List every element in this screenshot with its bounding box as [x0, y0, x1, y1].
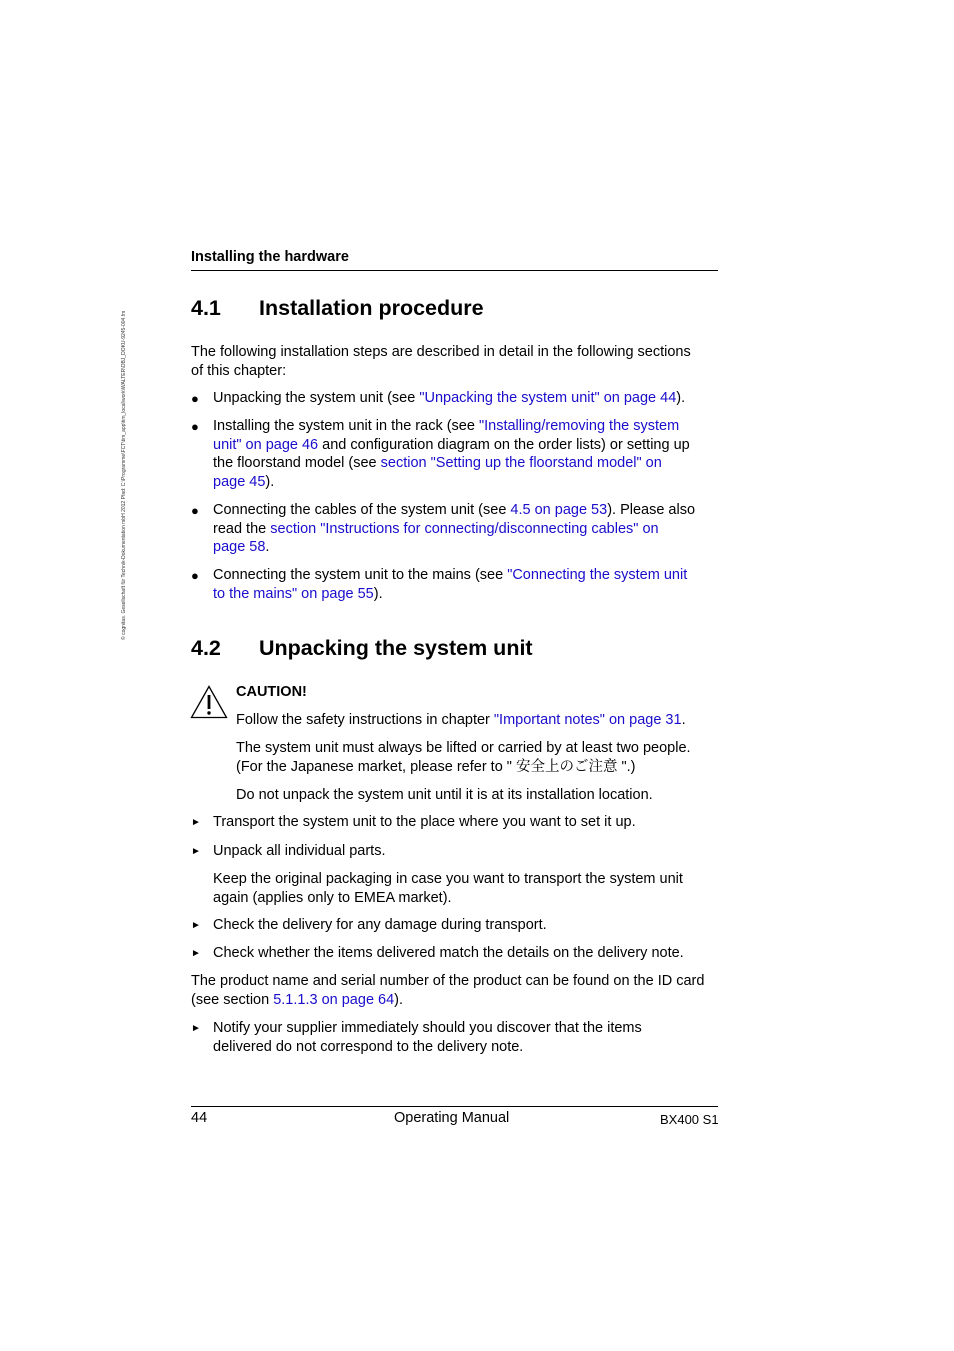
bullet-icon: ● — [191, 391, 199, 406]
section-heading-4-2 — [191, 636, 533, 661]
running-header: Installing the hardware — [191, 249, 349, 265]
intro-paragraph — [191, 343, 691, 380]
caution-title: CAUTION! — [236, 684, 307, 700]
step-item: Transport the system unit to the place where you want to set it up. — [213, 814, 636, 830]
section-heading-4-1 — [191, 296, 484, 321]
link-unpacking[interactable]: "Unpacking the system unit" on page 44 — [419, 390, 677, 406]
link-cables[interactable]: page 58 — [213, 539, 266, 555]
arrow-icon: ► — [191, 817, 201, 828]
link-mains[interactable]: to the mains" on page 55 — [213, 585, 374, 602]
section-title: Unpacking the system unit — [259, 636, 533, 660]
arrow-icon: ► — [191, 1023, 201, 1034]
step-item: Check the delivery for any damage during transport. — [213, 917, 547, 933]
link-mains[interactable]: "Connecting the system unit — [507, 567, 688, 583]
arrow-icon: ► — [191, 948, 201, 959]
link-installing-removing[interactable]: "Installing/removing the system — [478, 418, 680, 434]
link-section-5-1-1-3[interactable]: 5.1.1.3 on page 64 — [273, 991, 395, 1008]
caution-paragraph: The system unit must always be lifted or carried by at least two people. (For the Japanese market, please refer to " 安全上のご注意 ".) — [236, 740, 691, 775]
link-important-notes[interactable]: "Important notes" on page 31 — [493, 712, 682, 728]
arrow-icon: ► — [191, 920, 201, 931]
step-note: Keep the original packaging in case you want to transport the system unit again (applies only to EMEA market). — [213, 871, 683, 906]
intro-line: The following installation steps are described in detail in the following sections — [191, 344, 691, 360]
section-number: 4.2 — [191, 636, 221, 660]
list-item: Installing the system unit in the rack (see "Installing/removing the system unit" on page 46 and configuration diagram on the order lists) or setting up the floorstand model (see section "Setting up the floorstand model" on page 45). — [213, 418, 690, 490]
bullet-icon: ● — [191, 568, 199, 583]
footer-manual-title: Operating Manual — [394, 1110, 510, 1126]
intro-line: of this chapter: — [191, 362, 287, 379]
list-item: Connecting the system unit to the mains (see "Connecting the system unit to the mains" on page 55). — [213, 567, 688, 602]
arrow-icon: ► — [191, 846, 201, 857]
section-number: 4.1 — [191, 296, 221, 320]
list-item: Unpacking the system unit (see "Unpacking the system unit" on page 44). — [213, 390, 686, 406]
list-item: Connecting the cables of the system unit (see 4.5 on page 53). Please also read the section "Instructions for connecting/disconnecting cables" on page 58. — [213, 502, 696, 555]
header-rule — [191, 270, 718, 271]
bullet-icon: ● — [191, 503, 199, 518]
footer-model: BX400 S1 — [660, 1112, 719, 1127]
link-section-4-5[interactable]: 4.5 on page 53 — [510, 502, 608, 518]
link-cables[interactable]: section "Instructions for connecting/disconnecting cables" on — [270, 520, 659, 537]
margin-file-path: © cognitas. Gesellschaft für Technik-Dokumentation mbH 2012 Pfad: C:\Programme\FCT\tim_app\tim_local\work\WALTER\OBJ_DOKU-9245-004.fm — [121, 310, 127, 640]
footer-rule — [191, 1106, 718, 1107]
link-installing-removing[interactable]: unit" on page 46 — [213, 436, 319, 453]
step-item: Check whether the items delivered match the details on the delivery note. — [213, 945, 684, 961]
link-floorstand[interactable]: section "Setting up the floorstand model" on — [380, 455, 662, 471]
step-item: Notify your supplier immediately should you discover that the items delivered do not correspond to the delivery note. — [213, 1020, 642, 1055]
section-title: Installation procedure — [259, 296, 484, 320]
link-floorstand[interactable]: page 45 — [213, 473, 266, 490]
caution-paragraph: Follow the safety instructions in chapter "Important notes" on page 31. — [236, 712, 686, 728]
step-item: Unpack all individual parts. — [213, 843, 386, 859]
bullet-icon: ● — [191, 419, 199, 434]
id-card-paragraph: The product name and serial number of the product can be found on the ID card (see section 5.1.1.3 on page 64). — [191, 973, 705, 1008]
caution-paragraph: Do not unpack the system unit until it is at its installation location. — [236, 787, 653, 803]
caution-warning-icon — [190, 685, 228, 719]
page-number: 44 — [191, 1110, 208, 1126]
